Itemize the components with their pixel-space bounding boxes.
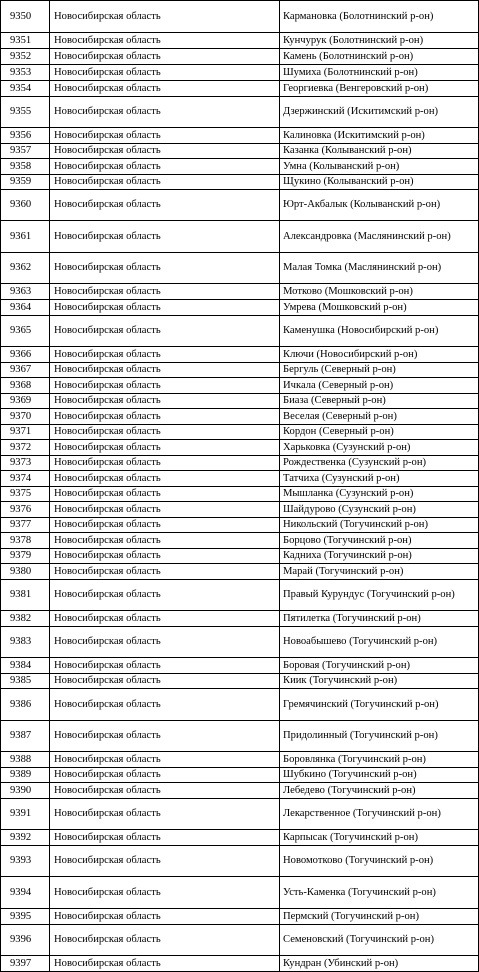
row-number: 9382 [1,611,50,627]
settlement-cell: Шубкино (Тогучинский р-он) [280,768,479,783]
region-cell: Новосибирская область [50,97,280,128]
settlement-cell: Умрева (Мошковский р-он) [280,300,479,316]
settlement-cell: Мышланка (Сузунский р-он) [280,487,479,502]
region-cell: Новосибирская область [50,611,280,627]
region-cell: Новосибирская область [50,564,280,580]
settlement-cell: Шайдурово (Сузунский р-он) [280,502,479,518]
settlement-cell: Кордон (Северный р-он) [280,425,479,440]
region-cell: Новосибирская область [50,175,280,190]
row-number: 9387 [1,721,50,752]
table-row [1,190,479,221]
settlement-cell: Казанка (Колыванский р-он) [280,144,479,159]
settlement-cell: Камень (Болотнинский р-он) [280,49,479,65]
row-number: 9354 [1,81,50,97]
region-cell: Новосибирская область [50,909,280,925]
region-cell: Новосибирская область [50,190,280,221]
region-cell: Новосибирская область [50,284,280,300]
table-row [1,253,479,284]
settlement-cell: Умна (Колыванский р-он) [280,159,479,175]
settlement-cell: Георгиевка (Венгеровский р-он) [280,81,479,97]
table-row [1,549,479,564]
row-number: 9394 [1,877,50,909]
row-number: 9376 [1,502,50,518]
row-number: 9369 [1,394,50,409]
settlement-cell: Малая Томка (Маслянинский р-он) [280,253,479,284]
row-number: 9386 [1,689,50,721]
table-row [1,502,479,518]
settlement-cell: Пермский (Тогучинский р-он) [280,909,479,925]
row-number: 9366 [1,347,50,363]
row-number: 9357 [1,144,50,159]
region-cell: Новосибирская область [50,768,280,783]
table-row [1,81,479,97]
row-number: 9389 [1,768,50,783]
region-cell: Новосибирская область [50,128,280,144]
table-row [1,347,479,363]
table-row [1,768,479,783]
settlement-cell: Татчиха (Сузунский р-он) [280,471,479,487]
table-row [1,425,479,440]
region-cell: Новосибирская область [50,471,280,487]
settlement-cell: Борцово (Тогучинский р-он) [280,533,479,549]
settlement-cell: Киик (Тогучинский р-он) [280,674,479,689]
row-number: 9384 [1,658,50,674]
table-row [1,830,479,846]
settlement-cell: Александровка (Маслянинский р-он) [280,221,479,253]
settlements-table-body [1,1,479,972]
region-cell: Новосибирская область [50,159,280,175]
table-row [1,471,479,487]
settlement-cell: Дзержинский (Искитимский р-он) [280,97,479,128]
table-row [1,65,479,81]
row-number: 9358 [1,159,50,175]
settlement-cell: Правый Курундус (Тогучинский р-он) [280,580,479,611]
region-cell: Новосибирская область [50,253,280,284]
row-number: 9379 [1,549,50,564]
settlement-cell: Мотково (Мошковский р-он) [280,284,479,300]
table-row [1,33,479,49]
region-cell: Новосибирская область [50,425,280,440]
table-row [1,564,479,580]
settlement-cell: Ичкала (Северный р-он) [280,378,479,394]
settlement-cell: Веселая (Северный р-он) [280,409,479,425]
table-row [1,580,479,611]
region-cell: Новосибирская область [50,674,280,689]
region-cell: Новосибирская область [50,347,280,363]
row-number: 9396 [1,925,50,956]
row-number: 9368 [1,378,50,394]
settlement-cell: Никольский (Тогучинский р-он) [280,518,479,533]
settlement-cell: Карпысак (Тогучинский р-он) [280,830,479,846]
table-row [1,658,479,674]
table-row [1,925,479,956]
row-number: 9378 [1,533,50,549]
table-row [1,752,479,768]
region-cell: Новосибирская область [50,221,280,253]
settlement-cell: Кундран (Убинский р-он) [280,956,479,972]
settlement-cell: Марай (Тогучинский р-он) [280,564,479,580]
region-cell: Новосибирская область [50,300,280,316]
region-cell: Новосибирская область [50,846,280,877]
region-cell: Новосибирская область [50,1,280,33]
region-cell: Новосибирская область [50,394,280,409]
row-number: 9393 [1,846,50,877]
region-cell: Новосибирская область [50,799,280,830]
region-cell: Новосибирская область [50,316,280,347]
table-row [1,674,479,689]
row-number: 9350 [1,1,50,33]
table-row [1,533,479,549]
table-row [1,409,479,425]
row-number: 9359 [1,175,50,190]
table-row [1,97,479,128]
table-row [1,456,479,471]
settlement-cell: Новомотково (Тогучинский р-он) [280,846,479,877]
row-number: 9365 [1,316,50,347]
settlement-cell: Боровлянка (Тогучинский р-он) [280,752,479,768]
settlement-cell: Кадниха (Тогучинский р-он) [280,549,479,564]
settlement-cell: Лекарственное (Тогучинский р-он) [280,799,479,830]
row-number: 9370 [1,409,50,425]
settlement-cell: Ключи (Новосибирский р-он) [280,347,479,363]
table-row [1,909,479,925]
region-cell: Новосибирская область [50,65,280,81]
region-cell: Новосибирская область [50,689,280,721]
row-number: 9373 [1,456,50,471]
region-cell: Новосибирская область [50,658,280,674]
table-row [1,49,479,65]
region-cell: Новосибирская область [50,81,280,97]
table-row [1,487,479,502]
region-cell: Новосибирская область [50,830,280,846]
row-number: 9390 [1,783,50,799]
region-cell: Новосибирская область [50,487,280,502]
table-row [1,159,479,175]
row-number: 9397 [1,956,50,972]
table-row [1,378,479,394]
settlement-cell: Кармановка (Болотнинский р-он) [280,1,479,33]
table-row [1,721,479,752]
row-number: 9361 [1,221,50,253]
row-number: 9383 [1,627,50,658]
settlement-cell: Гремячинский (Тогучинский р-он) [280,689,479,721]
region-cell: Новосибирская область [50,925,280,956]
settlement-cell: Лебедево (Тогучинский р-он) [280,783,479,799]
settlement-cell: Бергуль (Северный р-он) [280,363,479,378]
settlement-cell: Усть-Каменка (Тогучинский р-он) [280,877,479,909]
region-cell: Новосибирская область [50,378,280,394]
settlement-cell: Харьковка (Сузунский р-он) [280,440,479,456]
row-number: 9367 [1,363,50,378]
region-cell: Новосибирская область [50,456,280,471]
region-cell: Новосибирская область [50,363,280,378]
region-cell: Новосибирская область [50,518,280,533]
row-number: 9375 [1,487,50,502]
settlement-cell: Пятилетка (Тогучинский р-он) [280,611,479,627]
table-row [1,689,479,721]
row-number: 9364 [1,300,50,316]
row-number: 9351 [1,33,50,49]
table-row [1,877,479,909]
region-cell: Новосибирская область [50,877,280,909]
region-cell: Новосибирская область [50,783,280,799]
table-row [1,783,479,799]
table-row [1,284,479,300]
table-row [1,611,479,627]
settlement-cell: Каменушка (Новосибирский р-он) [280,316,479,347]
table-row [1,144,479,159]
region-cell: Новосибирская область [50,549,280,564]
settlement-cell: Шумиха (Болотнинский р-он) [280,65,479,81]
settlement-cell: Семеновский (Тогучинский р-он) [280,925,479,956]
table-row [1,128,479,144]
table-row [1,316,479,347]
table-row [1,799,479,830]
region-cell: Новосибирская область [50,721,280,752]
settlement-cell: Биаза (Северный р-он) [280,394,479,409]
table-row [1,956,479,972]
settlement-cell: Юрт-Акбалык (Колыванский р-он) [280,190,479,221]
table-row [1,846,479,877]
settlement-cell: Кунчурук (Болотнинский р-он) [280,33,479,49]
region-cell: Новосибирская область [50,502,280,518]
row-number: 9381 [1,580,50,611]
table-row [1,1,479,33]
settlement-cell: Рождественка (Сузунский р-он) [280,456,479,471]
row-number: 9371 [1,425,50,440]
row-number: 9362 [1,253,50,284]
row-number: 9355 [1,97,50,128]
table-row [1,300,479,316]
row-number: 9374 [1,471,50,487]
table-row [1,221,479,253]
row-number: 9353 [1,65,50,81]
row-number: 9395 [1,909,50,925]
region-cell: Новосибирская область [50,33,280,49]
region-cell: Новосибирская область [50,752,280,768]
region-cell: Новосибирская область [50,627,280,658]
region-cell: Новосибирская область [50,440,280,456]
table-row [1,175,479,190]
settlement-cell: Калиновка (Искитимский р-он) [280,128,479,144]
row-number: 9385 [1,674,50,689]
row-number: 9388 [1,752,50,768]
settlement-cell: Новоабышево (Тогучинский р-он) [280,627,479,658]
row-number: 9356 [1,128,50,144]
region-cell: Новосибирская область [50,49,280,65]
region-cell: Новосибирская область [50,956,280,972]
row-number: 9352 [1,49,50,65]
table-row [1,627,479,658]
region-cell: Новосибирская область [50,144,280,159]
region-cell: Новосибирская область [50,533,280,549]
region-cell: Новосибирская область [50,580,280,611]
row-number: 9392 [1,830,50,846]
row-number: 9363 [1,284,50,300]
table-row [1,394,479,409]
settlement-cell: Боровая (Тогучинский р-он) [280,658,479,674]
row-number: 9377 [1,518,50,533]
table-row [1,440,479,456]
settlement-cell: Придолинный (Тогучинский р-он) [280,721,479,752]
table-row [1,518,479,533]
settlement-cell: Щукино (Колыванский р-он) [280,175,479,190]
row-number: 9372 [1,440,50,456]
row-number: 9380 [1,564,50,580]
row-number: 9391 [1,799,50,830]
region-cell: Новосибирская область [50,409,280,425]
row-number: 9360 [1,190,50,221]
table-row [1,363,479,378]
